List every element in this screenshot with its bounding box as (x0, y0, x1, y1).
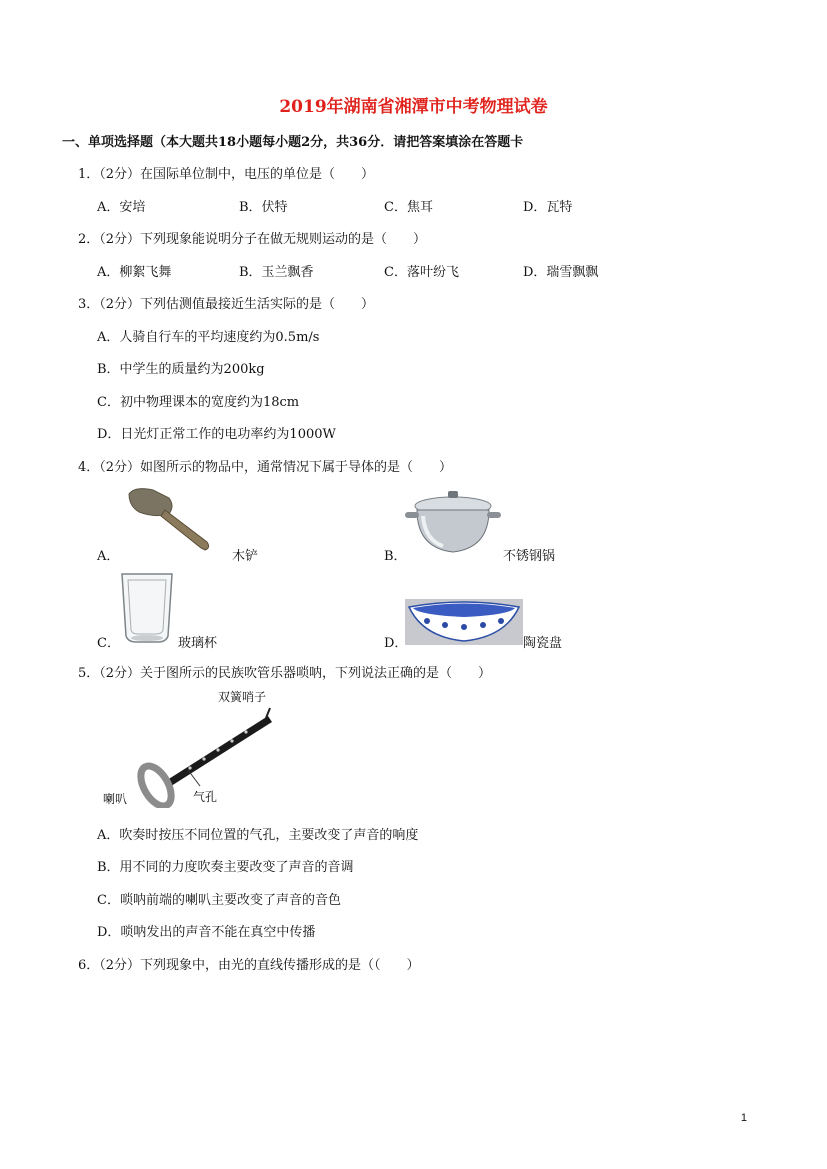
question-3-stem: 3．（2分）下列估测值最接近生活实际的是（ ） (78, 297, 375, 312)
q3-option-c: C．初中物理课本的宽度约为18cm (97, 395, 300, 410)
q4-option-d-letter: D． (384, 636, 408, 651)
q4-option-b-letter: B． (384, 549, 407, 564)
suona-bell-label: 喇叭 (103, 792, 128, 806)
q1-option-c: C．焦耳 (384, 200, 433, 215)
q2-option-d: D．瑞雪飘飘 (523, 265, 599, 280)
section-heading: 一、单项选择题（本大题共18小题每小题2分，共36分．请把答案填涂在答题卡 (62, 135, 524, 150)
stainless-pot-image (403, 488, 503, 560)
suona-hole-label: 气孔 (193, 790, 218, 804)
q2-option-c: C．落叶纷飞 (384, 265, 459, 280)
page-number: 1 (740, 1112, 747, 1124)
porcelain-plate-image (405, 599, 523, 645)
q4-option-d-label: 陶瓷盘 (523, 636, 563, 651)
q4-option-b-label: 不锈钢锅 (503, 549, 556, 564)
wooden-spatula-image (125, 484, 215, 554)
question-5-stem: 5．（2分）关于图所示的民族吹管乐器唢呐，下列说法正确的是（ ） (78, 666, 492, 681)
q1-option-a: A．安培 (97, 200, 146, 215)
question-6-stem: 6．（2分）下列现象中，由光的直线传播形成的是（（ ） (78, 958, 420, 973)
q1-option-d: D．瓦特 (523, 200, 573, 215)
glass-cup-image (118, 570, 176, 646)
q4-option-c-label: 玻璃杯 (178, 636, 218, 651)
q4-option-a-letter: A． (97, 549, 120, 564)
q5-option-b: B．用不同的力度吹奏主要改变了声音的音调 (97, 860, 354, 875)
question-4-stem: 4．（2分）如图所示的物品中，通常情况下属于导体的是（ ） (78, 460, 453, 475)
q3-option-b: B．中学生的质量约为200kg (97, 362, 265, 377)
q5-option-d: D．唢呐发出的声音不能在真空中传播 (97, 925, 316, 940)
q1-option-b: B．伏特 (239, 200, 288, 215)
q4-option-a-label: 木铲 (232, 549, 259, 564)
q2-option-b: B．玉兰飘香 (239, 265, 314, 280)
question-2-stem: 2．（2分）下列现象能说明分子在做无规则运动的是（ ） (78, 232, 427, 247)
q5-option-c: C．唢呐前端的喇叭主要改变了声音的音色 (97, 893, 341, 908)
q4-option-c-letter: C． (97, 636, 120, 651)
question-1-stem: 1．（2分）在国际单位制中，电压的单位是（ ） (78, 167, 375, 182)
q5-option-a: A．吹奏时按压不同位置的气孔，主要改变了声音的响度 (97, 828, 419, 843)
q3-option-a: A．人骑自行车的平均速度约为0.5m/s (97, 330, 320, 345)
page-title: 2019年湖南省湘潭市中考物理试卷 (279, 97, 548, 117)
q3-option-d: D．日光灯正常工作的电功率约为1000W (97, 427, 336, 442)
suona-reed-label: 双簧哨子 (218, 690, 267, 704)
q2-option-a: A．柳絮飞舞 (97, 265, 172, 280)
